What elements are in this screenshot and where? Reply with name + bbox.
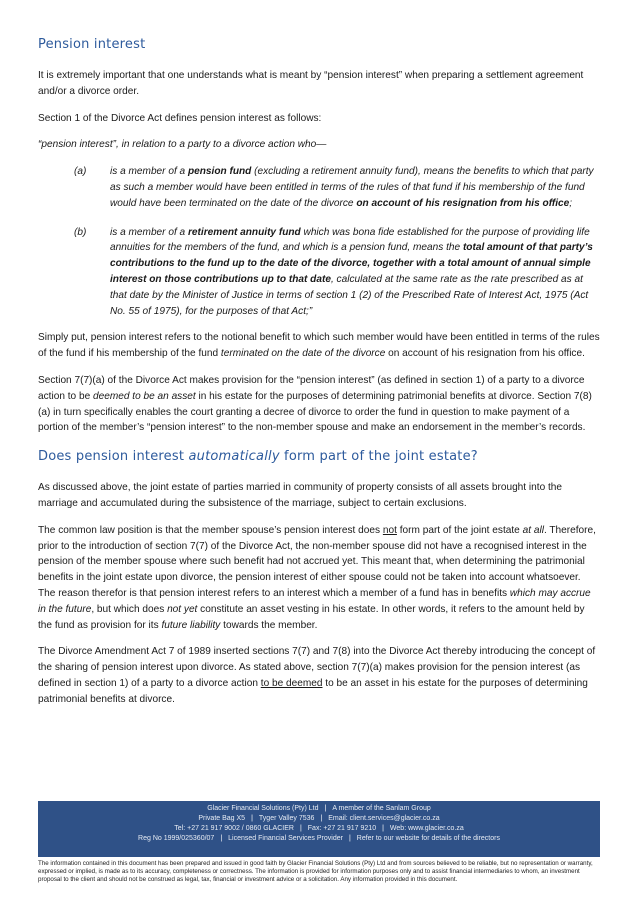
heading-text: form part of the joint estate? <box>279 449 478 465</box>
email-link[interactable]: Email: client.services@glacier.co.za <box>328 815 440 822</box>
underlined-text: to be deemed <box>260 677 323 689</box>
document-page <box>38 36 600 708</box>
item-bold-text: retirement annuity fund <box>187 226 301 238</box>
italic-text: deemed to be an asset <box>93 390 196 402</box>
paragraph-text: The Divorce Amendment Act 7 of 1989 inserted sections 7(7) and 7(8) into the Divorce Act thereby introducing the concept of the sharing of pension interest upon divorce. As stated above, section 7(7)(a) makes provision for the pension interest (as defined in section 1) of a party to a divorce action <box>38 646 596 689</box>
italic-text: terminated on the date of the divorce <box>220 348 386 360</box>
footer-disclaimer: The information contained in this document has been prepared and issued in good faith by Glacier Financial Solutions (Pty) Ltd and from sources believed to be reliable, but no representation or warranty, expressed or implied, is made as to its accuracy, completeness or correctness. The information is provided for information purposes only and to assist financial intermediaries to whom, an investment proposal to the client and should not be construed as legal, tax, financial or investment advice or a solicitation. Any information provided in this document. <box>38 860 593 884</box>
item-text: is a member of a <box>110 166 188 178</box>
company-name: Glacier Financial Solutions (Pty) Ltd <box>207 805 319 812</box>
item-bold-text: pension fund <box>187 166 252 178</box>
italic-text: not yet <box>167 603 198 615</box>
italic-text: future liability <box>161 619 221 631</box>
item-bold-text: total amount of that party’s contributions to the fund up to the date of the divorce, together with a total amount of annual simple interest on those contributions up to that date <box>110 242 593 285</box>
paragraph-text: , but which does <box>91 603 168 615</box>
paragraph-text: towards the member. <box>220 619 318 631</box>
item-text: ; <box>569 197 573 209</box>
directors-note: Refer to our website for details of the directors <box>356 835 500 842</box>
item-text: , calculated at the same rate as the rate prescribed as at that date by the Minister of Justice in terms of section 1 (2) of the Prescribed Rate of Interest Act, 1975 (Act No. 55 of 1975), for the purposes of that Act;” <box>110 273 589 317</box>
item-label: (a) <box>74 166 87 178</box>
group-membership: A member of the Sanlam Group <box>332 805 431 812</box>
paragraph-text: . Therefore, prior to the introduction of section 7(7) of the Divorce Act, the non-member spouse did not have a recognised interest in the pension of the member spouse where such benefit had not accrued yet. This meant that, when determining the patrimonial benefits in the joint estate upon divorce, the pension interest of either spouse could not be taken into account whatsoever. The reason therefor is that pension interest refers to an interest which a member of a fund has in benefits <box>38 524 596 599</box>
item-text: (excluding a retirement annuity fund), means the benefits to which that party as such a member would have been entitled in terms of the rules of that fund if his membership of the fund would have been terminated on the date of the divorce <box>110 166 594 209</box>
item-text: which was bona fide established for the purpose of providing life annuities for the members of the fund, and which is a pension fund, means the <box>110 226 590 254</box>
footer-line: Glacier Financial Solutions (Pty) Ltd | A member of the Sanlam Group <box>207 805 431 812</box>
joint-estate-paragraph: As discussed above, the joint estate of parties married in community of property consists of all assets brought into the marriage and accumulated during the subsistence of the marriage, subject to certain exclusions. <box>38 482 563 509</box>
definition-lead: “pension interest”, in relation to a party to a divorce action who— <box>38 139 327 151</box>
italic-text: which may accrue in the future <box>38 587 591 615</box>
item-label: (b) <box>74 226 87 238</box>
footer-line: Private Bag X5 | Tyger Valley 7536 | Email: client.services@glacier.co.za <box>198 815 440 822</box>
postal-town: Tyger Valley 7536 <box>258 815 315 822</box>
simply-put-paragraph <box>38 330 600 362</box>
definition-item-a <box>38 164 600 211</box>
fsp-status: Licensed Financial Services Provider <box>228 835 343 842</box>
website-link[interactable]: Web: www.glacier.co.za <box>389 825 464 832</box>
intro-paragraph: It is extremely important that one understands what is meant by “pension interest” when preparing a settlement agreement and/or a divorce order. <box>38 70 584 97</box>
paragraph-text: form part of the joint estate <box>396 524 523 536</box>
paragraph-text: Section 7(7)(a) of the Divorce Act makes provision for the “pension interest” (as defined in section 1) of a party to a divorce action to be <box>38 374 585 402</box>
footer-line: Reg No 1999/025360/07 | Licensed Financial Services Provider | Refer to our website for details of the directors <box>138 835 500 842</box>
item-bold-text: on account of his resignation from his office <box>356 197 570 209</box>
underlined-text: not <box>382 524 397 536</box>
common-law-paragraph <box>38 523 600 634</box>
fax: Fax: +27 21 917 9210 <box>307 825 377 832</box>
footer-line: Tel: +27 21 917 9002 / 0860 GLACIER | Fax: +27 21 917 9210 | Web: www.glacier.co.za <box>174 825 464 832</box>
telephone: Tel: +27 21 917 9002 / 0860 GLACIER <box>174 825 294 832</box>
section77-paragraph <box>38 373 600 436</box>
section-heading-pension-interest: Pension interest <box>38 37 146 52</box>
amendment-act-paragraph <box>38 644 600 707</box>
italic-text: at all <box>522 524 544 536</box>
paragraph-text: Simply put, pension interest refers to the notional benefit to which such member would have been entitled in terms of the rules of the fund if his membership of the fund <box>38 332 600 360</box>
paragraph-text: The common law position is that the member spouse’s pension interest does <box>38 524 383 536</box>
section-heading-joint-estate <box>38 448 600 466</box>
footer-contact-band <box>38 801 600 857</box>
paragraph-text: on account of his resignation from his office. <box>385 348 585 360</box>
postal-address: Private Bag X5 <box>198 815 246 822</box>
registration-number: Reg No 1999/025360/07 <box>138 835 215 842</box>
definition-item-b <box>38 225 600 320</box>
heading-text: Does pension interest <box>38 449 189 465</box>
paragraph-text: in his estate for the purposes of determining patrimonial benefits at divorce. Section 7(8)(a) in turn specifically enables the court granting a decree of divorce to order the fund in question to make payment of a portion of the member’s “pension interest” to the non-member spouse and make an endorsement in the member’s records. <box>38 390 592 434</box>
paragraph-text: constitute an asset vesting in his estate. In other words, it refers to the amount held by the fund as provision for its <box>38 603 585 631</box>
section1-lead: Section 1 of the Divorce Act defines pension interest as follows: <box>38 112 322 124</box>
item-text: is a member of a <box>110 226 188 238</box>
paragraph-text: to be an asset in his estate for the purposes of determining patrimonial benefits at divorce. <box>38 677 588 705</box>
heading-italic-text: automatically <box>188 449 280 465</box>
